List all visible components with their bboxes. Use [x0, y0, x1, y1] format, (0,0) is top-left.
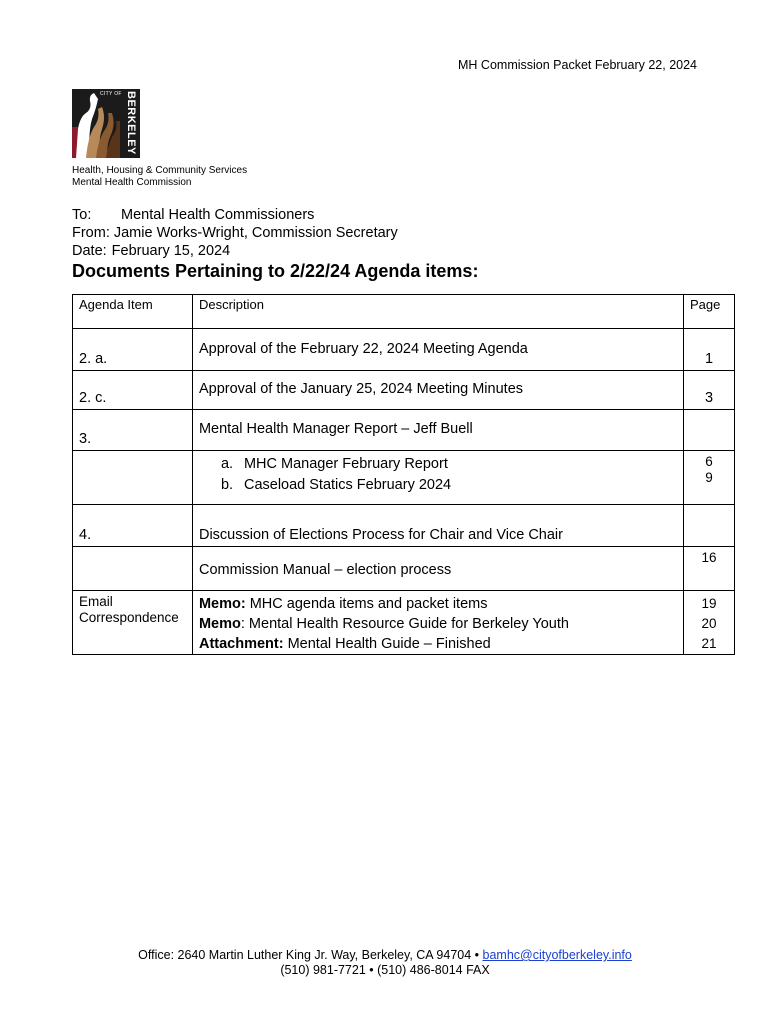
table-row: [73, 547, 735, 591]
agenda-table: [72, 294, 735, 655]
row-item: 3.: [73, 410, 193, 451]
row-page: 3: [684, 371, 735, 410]
correspondence-text: Mental Health Guide – Finished: [283, 636, 491, 652]
logo-city-of-text: CITY OF: [100, 91, 122, 97]
page-number: 20: [701, 616, 717, 631]
table-row: [73, 505, 735, 547]
table-row: [73, 410, 735, 451]
row-description: Commission Manual – election process: [192, 547, 683, 591]
memo-date-label: Date:: [72, 243, 107, 259]
header-description: Description: [192, 295, 683, 329]
row-item: 2. c.: [73, 371, 193, 410]
memo-to-label: To:: [72, 207, 92, 223]
page-number: 21: [701, 636, 717, 651]
memo-date-row: [72, 242, 398, 260]
row-item-empty: [73, 451, 193, 505]
row-correspondence: [192, 591, 683, 655]
sublist-text: MHC Manager February Report: [243, 456, 448, 472]
row-item-empty: [73, 547, 193, 591]
memo-from-value: Jamie Works-Wright, Commission Secretary: [113, 225, 398, 241]
row-pages: [684, 591, 735, 655]
row-item: 4.: [73, 505, 193, 547]
row-page: 1: [684, 329, 735, 371]
correspondence-text: : Mental Health Resource Guide for Berkeley Youth: [240, 616, 569, 632]
email-label-line: Email: [79, 594, 113, 609]
row-page: 16: [684, 547, 735, 591]
footer-address: Office: 2640 Martin Luther King Jr. Way, Berkeley, CA 94704 •: [138, 948, 483, 962]
header-page: Page: [684, 295, 735, 329]
row-description: Mental Health Manager Report – Jeff Buell: [192, 410, 683, 451]
row-description: Discussion of Elections Process for Chair and Vice Chair: [192, 505, 683, 547]
header-agenda-item: Agenda Item: [73, 295, 193, 329]
table-row: [73, 451, 735, 505]
correspondence-line: [199, 634, 677, 654]
footer-phone-line: (510) 981-7721 • (510) 486-8014 FAX: [280, 963, 490, 977]
document-title: Documents Pertaining to 2/22/24 Agenda items:: [72, 261, 479, 281]
correspondence-label: Attachment:: [198, 636, 284, 652]
memo-to-value: Mental Health Commissioners: [121, 207, 315, 223]
footer-address-line: [0, 948, 770, 963]
memo-from-row: [72, 224, 398, 242]
table-row: [73, 591, 735, 655]
table-row: [73, 329, 735, 371]
page-number: 9: [705, 470, 713, 485]
row-page: [684, 505, 735, 547]
page-number: 19: [701, 596, 717, 611]
page-number: 6: [705, 454, 713, 469]
footer: [0, 948, 770, 978]
row-item-email: [73, 591, 193, 655]
correspondence-label: Memo:: [198, 596, 246, 612]
sublist-marker: b.: [220, 477, 234, 493]
correspondence-text: MHC agenda items and packet items: [245, 596, 488, 612]
correspondence-label: Memo: [198, 616, 241, 632]
sublist-item: [199, 475, 677, 496]
memo-date-value: February 15, 2024: [111, 243, 231, 259]
city-of-berkeley-logo: [72, 89, 140, 158]
row-item: 2. a.: [73, 329, 193, 371]
sublist-marker: a.: [220, 456, 234, 472]
department-block: [72, 165, 247, 189]
department-name: Health, Housing & Community Services: [72, 165, 248, 176]
logo-berkeley-text: BERKELEY: [125, 91, 137, 155]
row-description: Approval of the January 25, 2024 Meeting Minutes: [192, 371, 683, 410]
sublist-text: Caseload Statics February 2024: [243, 477, 452, 493]
footer-email-link[interactable]: bamhc@cityofberkeley.info: [482, 948, 632, 962]
row-description: Approval of the February 22, 2024 Meeting Agenda: [192, 329, 683, 371]
email-label-line: Correspondence: [79, 610, 179, 625]
memo-header: [72, 206, 398, 260]
correspondence-line: [199, 614, 677, 634]
packet-header-note: MH Commission Packet February 22, 2024: [458, 58, 697, 72]
correspondence-line: [199, 594, 677, 614]
row-pages: [684, 451, 735, 505]
row-sublist: [192, 451, 683, 505]
row-page: [684, 410, 735, 451]
commission-name: Mental Health Commission: [72, 177, 192, 188]
memo-to-row: [72, 206, 398, 224]
table-row: [73, 371, 735, 410]
table-header-row: [73, 295, 735, 329]
sublist-item: [199, 454, 677, 475]
memo-from-label: From:: [72, 225, 110, 241]
